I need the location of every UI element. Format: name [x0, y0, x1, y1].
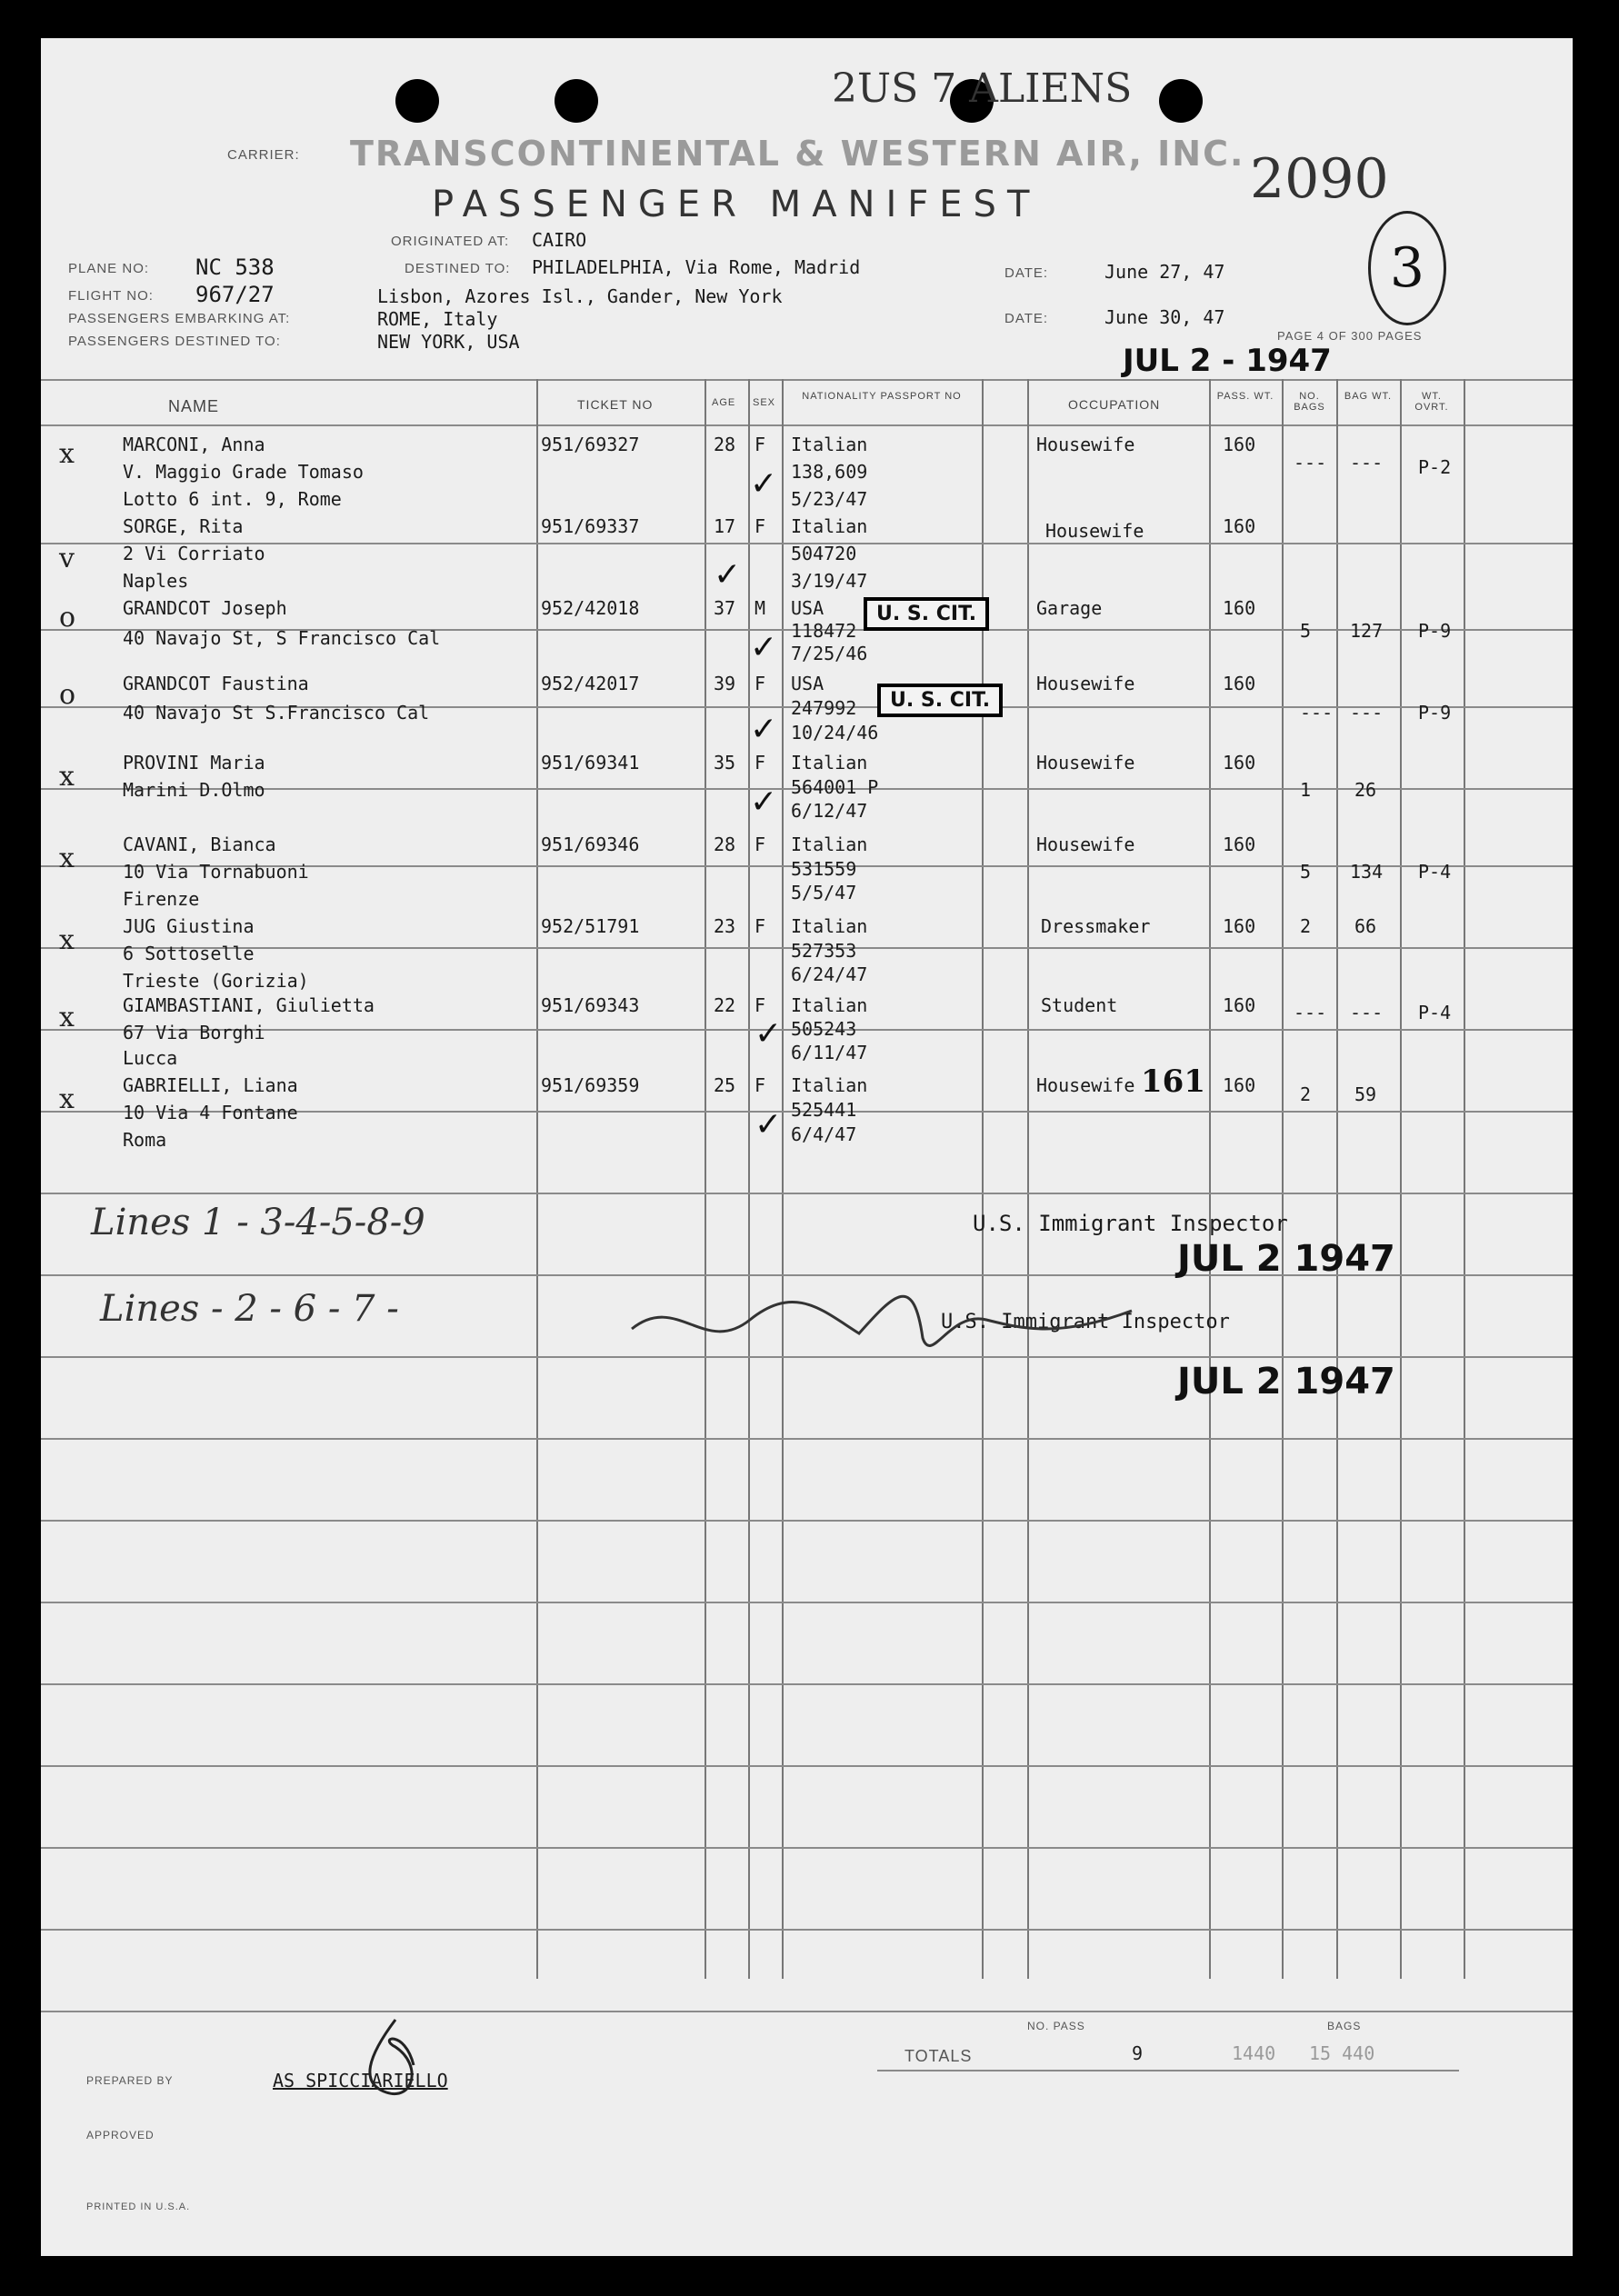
manifest-sheet — [41, 38, 1573, 2256]
passenger-city: Naples — [123, 570, 189, 592]
passenger-name: MARCONI, Anna — [123, 434, 265, 455]
col-header-ticket: TICKET NO — [577, 397, 654, 412]
nationality: Italian — [791, 515, 868, 537]
ticket-no: 952/42018 — [541, 597, 640, 619]
age: 23 — [714, 915, 736, 937]
passport-no: 505243 — [791, 1018, 857, 1040]
wt-overt: P-2 — [1418, 456, 1452, 478]
col-divider — [1282, 379, 1284, 1979]
passdest-value: NEW YORK, USA — [377, 331, 520, 353]
table-top-rule — [41, 379, 1573, 381]
punch-hole — [395, 79, 439, 123]
stamp-161: 161 — [1141, 1063, 1205, 1100]
col-divider — [1336, 379, 1338, 1979]
row-rule — [41, 1193, 1573, 1194]
col-header-age: AGE — [712, 397, 736, 408]
totals-rule — [877, 2070, 1459, 2071]
nationality: Italian — [791, 834, 868, 855]
inspector-date-1: JUL 2 1947 — [1177, 1238, 1395, 1280]
totals-label: TOTALS — [904, 2047, 973, 2065]
handwritten-lines-1: Lines 1 - 3-4-5-8-9 — [91, 1202, 425, 1243]
ticket-no: 951/69341 — [541, 752, 640, 774]
passenger-city: Trieste (Gorizia) — [123, 970, 309, 992]
wt-overt: P-9 — [1418, 702, 1452, 724]
occupation: Housewife — [1036, 434, 1135, 455]
row-mark: x — [59, 1083, 75, 1115]
pass-weight: 160 — [1223, 752, 1256, 774]
row-rule — [41, 1683, 1573, 1685]
row-rule — [41, 1847, 1573, 1849]
passenger-city: Roma — [123, 1129, 167, 1151]
passenger-name: CAVANI, Bianca — [123, 834, 276, 855]
checkmark: ✓ — [714, 556, 742, 594]
plane-value: NC 538 — [195, 255, 275, 280]
passenger-city: Lotto 6 int. 9, Rome — [123, 488, 342, 510]
approved-label: APPROVED — [86, 2129, 155, 2141]
no-bags: 1 — [1300, 779, 1312, 801]
passport-no: 504720 — [791, 543, 857, 564]
row-mark: x — [59, 924, 75, 956]
age: 22 — [714, 994, 736, 1016]
wt-overt: P-4 — [1418, 1002, 1452, 1023]
col-divider — [536, 379, 538, 1979]
passport-date: 6/12/47 — [791, 800, 868, 822]
totals-weight: 1440 — [1232, 2042, 1276, 2064]
no-bags: --- — [1300, 702, 1334, 724]
nationality: USA — [791, 597, 824, 619]
ticket-no: 952/51791 — [541, 915, 640, 937]
no-bags: --- — [1294, 1002, 1327, 1023]
passport-date: 5/23/47 — [791, 488, 868, 510]
table-header-rule — [41, 424, 1573, 426]
age: 37 — [714, 597, 736, 619]
originated-value: CAIRO — [532, 229, 587, 251]
bag-weight: --- — [1350, 702, 1384, 724]
row-rule — [41, 1438, 1573, 1440]
page-label: PAGE 4 OF 300 PAGES — [1277, 329, 1423, 343]
row-mark: x — [59, 438, 75, 470]
passenger-name: GRANDCOT Joseph — [123, 597, 287, 619]
passenger-name: GABRIELLI, Liana — [123, 1074, 298, 1096]
occupation: Housewife — [1045, 520, 1144, 542]
passport-date: 5/5/47 — [791, 882, 857, 903]
passport-date: 6/11/47 — [791, 1042, 868, 1063]
row-mark: v — [59, 543, 75, 574]
passport-no: 564001 P — [791, 776, 879, 798]
passenger-address: Marini D.Olmo — [123, 779, 265, 801]
carrier-value: TRANSCONTINENTAL & WESTERN AIR, INC. — [350, 134, 1245, 174]
passenger-name: JUG Giustina — [123, 915, 255, 937]
passport-date: 7/25/46 — [791, 643, 868, 664]
col-divider — [1464, 379, 1465, 1979]
no-bags: --- — [1294, 452, 1327, 474]
inspector-label-1: U.S. Immigrant Inspector — [973, 1211, 1288, 1236]
doc-title: PASSENGER MANIFEST — [432, 184, 1041, 225]
bag-weight: 127 — [1350, 620, 1384, 642]
occupation: Student — [1041, 994, 1118, 1016]
passport-no: 247992 — [791, 697, 857, 719]
age: 28 — [714, 834, 736, 855]
col-header-wt-ovrt: WT. OVRT. — [1414, 391, 1449, 413]
sex: F — [755, 994, 766, 1016]
form-number: 2090 — [1250, 147, 1389, 211]
sex: F — [755, 915, 766, 937]
row-mark: o — [59, 602, 76, 634]
no-bags: 5 — [1300, 861, 1312, 883]
ticket-no: 951/69337 — [541, 515, 640, 537]
col-header-nationality: NATIONALITY PASSPORT NO — [802, 391, 962, 402]
occupation: Housewife — [1036, 834, 1135, 855]
passdest-label: PASSENGERS DESTINED TO: — [68, 334, 281, 349]
date-label-1: DATE: — [1004, 265, 1049, 281]
age: 39 — [714, 673, 736, 694]
passport-no: 118472 — [791, 620, 857, 642]
punch-hole — [1159, 79, 1203, 123]
inspector-date-2: JUL 2 1947 — [1177, 1361, 1395, 1403]
passenger-address: 40 Navajo St S.Francisco Cal — [123, 702, 430, 724]
passenger-address: 6 Sottoselle — [123, 943, 255, 964]
nationality: Italian — [791, 434, 868, 455]
no-bags: 5 — [1300, 620, 1312, 642]
col-divider — [1027, 379, 1029, 1979]
footer-rule — [41, 2011, 1573, 2012]
prepared-value: AS SPICCIARIELLO — [273, 2070, 448, 2091]
passenger-city: Lucca — [123, 1047, 178, 1069]
printed-label: PRINTED IN U.S.A. — [86, 2201, 191, 2212]
bag-weight: 59 — [1354, 1083, 1377, 1105]
totals-bags: 15 440 — [1309, 2042, 1375, 2064]
pass-weight: 160 — [1223, 515, 1256, 537]
passport-date: 6/4/47 — [791, 1123, 857, 1145]
row-mark: x — [59, 1002, 75, 1033]
col-header-sex: SEX — [753, 397, 776, 408]
col-header-pass-wt: PASS. WT. — [1216, 391, 1274, 402]
age: 28 — [714, 434, 736, 455]
date-value-1: June 27, 47 — [1104, 261, 1225, 283]
date-label-2: DATE: — [1004, 311, 1049, 326]
embark-label: PASSENGERS EMBARKING AT: — [68, 311, 291, 326]
circled-mark: 3 — [1368, 211, 1446, 325]
occupation: Housewife — [1036, 673, 1135, 694]
passenger-city: Firenze — [123, 888, 200, 910]
passenger-address: 10 Via Tornabuoni — [123, 861, 309, 883]
passenger-address: 2 Vi Corriato — [123, 543, 265, 564]
us-cit-stamp: U. S. CIT. — [877, 684, 1003, 717]
ticket-no: 951/69327 — [541, 434, 640, 455]
occupation: Housewife — [1036, 752, 1135, 774]
originated-label: ORIGINATED AT: — [391, 234, 510, 249]
age: 35 — [714, 752, 736, 774]
passenger-address: 10 Via 4 Fontane — [123, 1102, 298, 1123]
nationality: USA — [791, 673, 824, 694]
passport-date: 3/19/47 — [791, 570, 868, 592]
bag-weight: 134 — [1350, 861, 1384, 883]
passenger-name: GRANDCOT Faustina — [123, 673, 309, 694]
checkmark: ✓ — [750, 465, 778, 503]
checkmark: ✓ — [755, 1106, 783, 1143]
sex: F — [755, 673, 766, 694]
sex: F — [755, 434, 766, 455]
checkmark: ✓ — [750, 784, 778, 821]
row-mark: x — [59, 761, 75, 793]
nationality: Italian — [791, 1074, 868, 1096]
col-divider — [748, 379, 750, 1979]
sex: M — [755, 597, 766, 619]
punch-hole — [555, 79, 598, 123]
nopass-label: NO. PASS — [1027, 2020, 1085, 2032]
pass-weight: 160 — [1223, 434, 1256, 455]
passport-date: 6/24/47 — [791, 963, 868, 985]
flight-label: FLIGHT NO: — [68, 288, 154, 304]
pass-weight: 160 — [1223, 1074, 1256, 1096]
row-rule — [41, 1520, 1573, 1522]
nationality: Italian — [791, 994, 868, 1016]
plane-label: PLANE NO: — [68, 261, 150, 276]
stamp-date-header: JUL 2 - 1947 — [1123, 343, 1332, 379]
wt-overt: P-9 — [1418, 620, 1452, 642]
pass-weight: 160 — [1223, 994, 1256, 1016]
ticket-no: 951/69346 — [541, 834, 640, 855]
flight-value: 967/27 — [195, 282, 275, 307]
handwritten-lines-2: Lines - 2 - 6 - 7 - — [100, 1288, 399, 1330]
passport-no: 527353 — [791, 940, 857, 962]
passport-no: 138,609 — [791, 461, 868, 483]
passenger-name: GIAMBASTIANI, Giulietta — [123, 994, 375, 1016]
ticket-no: 952/42017 — [541, 673, 640, 694]
row-rule — [41, 1765, 1573, 1767]
passport-no: 525441 — [791, 1099, 857, 1121]
sex: F — [755, 515, 766, 537]
bag-weight: --- — [1350, 452, 1384, 474]
col-header-occupation: OCCUPATION — [1068, 397, 1161, 412]
col-divider — [782, 379, 784, 1979]
col-header-bag-wt: BAG WT. — [1344, 391, 1393, 402]
bags-label: BAGS — [1327, 2020, 1362, 2032]
bag-weight: --- — [1350, 1002, 1384, 1023]
no-bags: 2 — [1300, 1083, 1312, 1105]
pass-weight: 160 — [1223, 834, 1256, 855]
age: 25 — [714, 1074, 736, 1096]
row-rule — [41, 1929, 1573, 1931]
embark-value: ROME, Italy — [377, 308, 498, 330]
destined-value: PHILADELPHIA, Via Rome, Madrid — [532, 256, 861, 278]
destined-label: DESTINED TO: — [405, 261, 511, 276]
top-annotation: 2US 7 ALIENS — [832, 65, 1133, 112]
date-value-2: June 30, 47 — [1104, 306, 1225, 328]
preparer-signature — [341, 2011, 450, 2111]
inspector-signature — [623, 1256, 1168, 1374]
row-mark: o — [59, 679, 76, 711]
route-value: Lisbon, Azores Isl., Gander, New York — [377, 285, 783, 307]
occupation: Garage — [1036, 597, 1103, 619]
passport-date: 10/24/46 — [791, 722, 879, 744]
occupation: Dressmaker — [1041, 915, 1151, 937]
col-divider — [1400, 379, 1402, 1979]
no-bags: 2 — [1300, 915, 1312, 937]
checkmark: ✓ — [755, 1015, 783, 1053]
occupation: Housewife — [1036, 1074, 1135, 1096]
passenger-address: 40 Navajo St, S Francisco Cal — [123, 627, 441, 649]
sex: F — [755, 752, 766, 774]
pass-weight: 160 — [1223, 673, 1256, 694]
age: 17 — [714, 515, 736, 537]
totals-pass: 9 — [1132, 2042, 1144, 2064]
nationality: Italian — [791, 752, 868, 774]
passenger-address: V. Maggio Grade Tomaso — [123, 461, 364, 483]
ticket-no: 951/69343 — [541, 994, 640, 1016]
sex: F — [755, 1074, 766, 1096]
wt-overt: P-4 — [1418, 861, 1452, 883]
col-header-name: NAME — [168, 397, 220, 415]
nationality: Italian — [791, 915, 868, 937]
checkmark: ✓ — [750, 629, 778, 666]
row-rule — [41, 1602, 1573, 1603]
bag-weight: 26 — [1354, 779, 1377, 801]
passenger-name: SORGE, Rita — [123, 515, 244, 537]
sex: F — [755, 834, 766, 855]
ticket-no: 951/69359 — [541, 1074, 640, 1096]
prepared-label: PREPARED BY — [86, 2074, 174, 2087]
bag-weight: 66 — [1354, 915, 1377, 937]
pass-weight: 160 — [1223, 597, 1256, 619]
passport-no: 531559 — [791, 858, 857, 880]
us-cit-stamp: U. S. CIT. — [864, 597, 989, 631]
carrier-label: CARRIER: — [227, 147, 300, 163]
col-header-bags: NO. BAGS — [1294, 391, 1325, 413]
inspector-label-2: U.S. Immigrant Inspector — [941, 1311, 1230, 1333]
passenger-name: PROVINI Maria — [123, 752, 265, 774]
pass-weight: 160 — [1223, 915, 1256, 937]
col-divider — [705, 379, 706, 1979]
row-mark: x — [59, 843, 75, 874]
passenger-address: 67 Via Borghi — [123, 1022, 265, 1043]
checkmark: ✓ — [750, 711, 778, 748]
col-divider — [1209, 379, 1211, 1979]
